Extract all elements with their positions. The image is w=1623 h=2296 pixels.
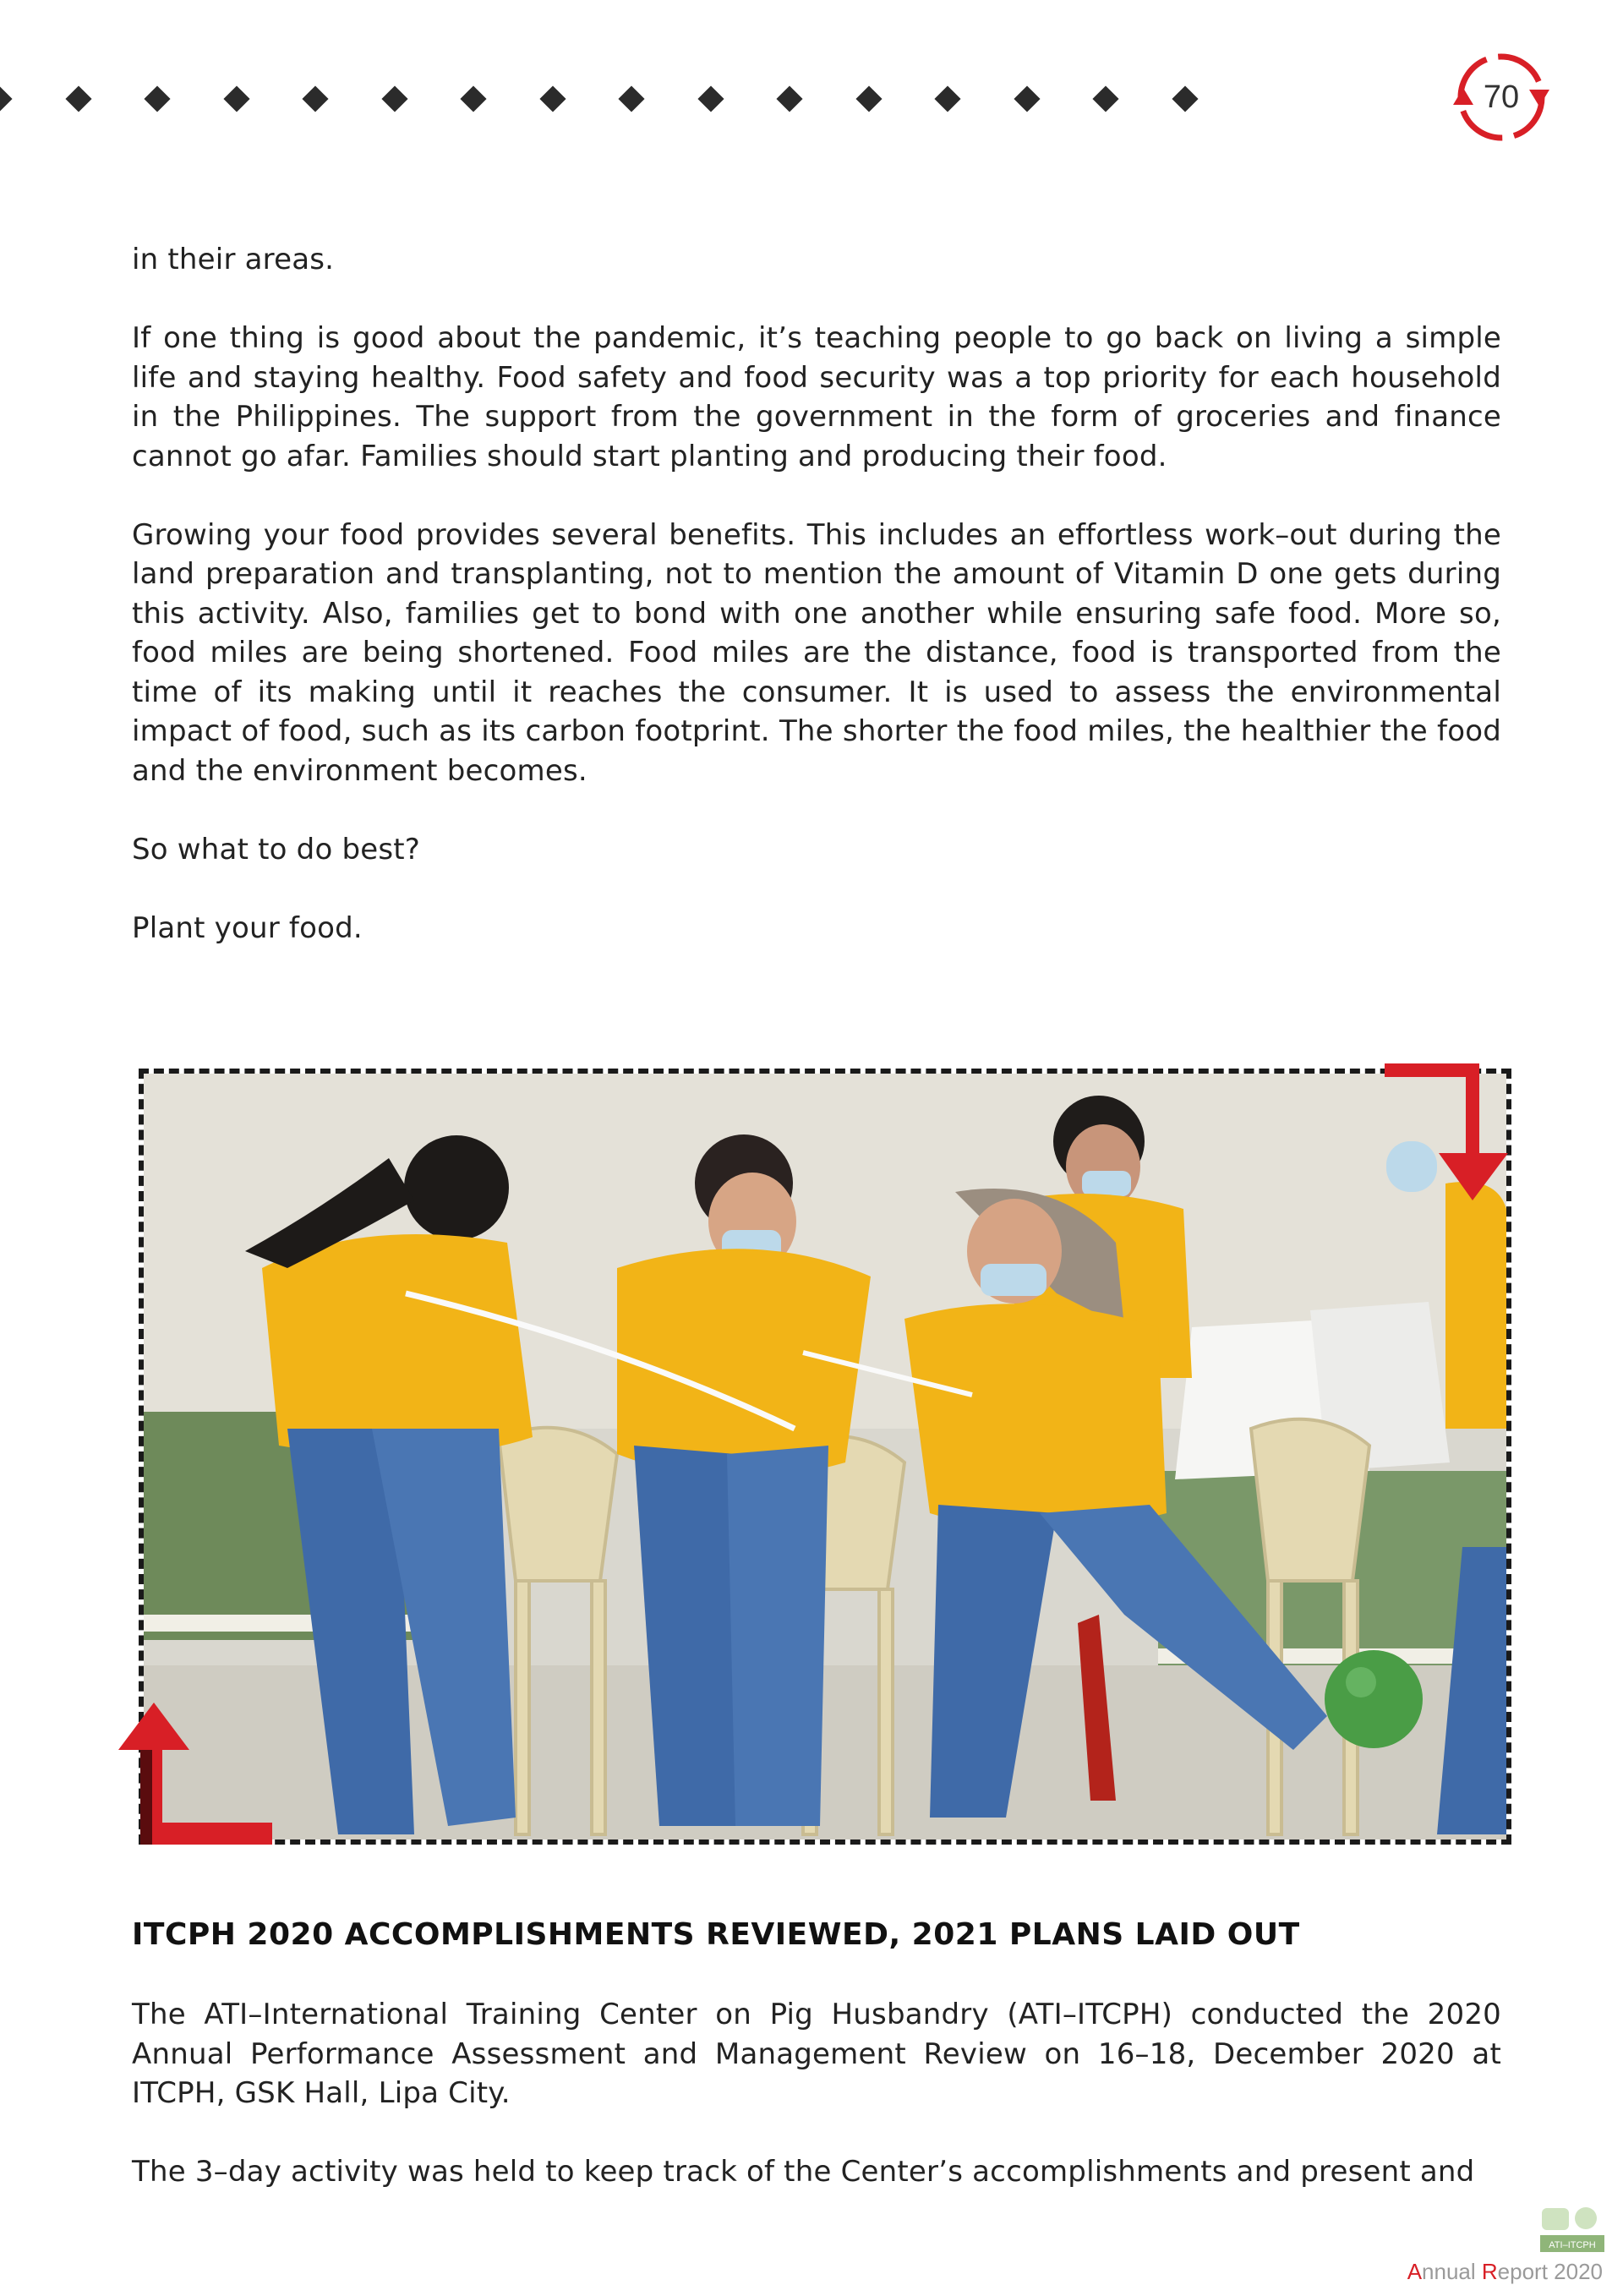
header-diamond-row (0, 83, 1319, 117)
diamond-icon (1092, 85, 1118, 112)
diamond-icon (618, 85, 644, 112)
article-body (132, 240, 1501, 987)
paragraph: Plant your food. (132, 910, 363, 945)
section-heading: ITCPH 2020 ACCOMPLISHMENTS REVIEWED, 2021 PLANS LAID OUT (132, 1917, 1300, 1952)
diamond-icon (776, 85, 802, 112)
footer-annual-report (1407, 2259, 1603, 2285)
paragraph: The 3–day activity was held to keep track of the Center’s accomplishments and present and (132, 2155, 1475, 2189)
diamond-icon (144, 85, 170, 112)
diamond-icon (1014, 85, 1040, 112)
section2-body (132, 1995, 1501, 2231)
diamond-icon (302, 85, 328, 112)
footer-word-report: eport 2020 (1497, 2259, 1603, 2284)
event-photo (144, 1074, 1506, 1840)
paragraph: in their areas. (132, 243, 335, 276)
diamond-icon (1172, 85, 1198, 112)
paragraph: So what to do best? (132, 832, 421, 866)
page-number-badge (1451, 47, 1551, 147)
logo-label: ATI–ITCPH (1549, 2240, 1596, 2250)
paragraph: If one thing is good about the pandemic, it’s teaching people to go back on living a simple life and staying healthy. Food safety and food security was a top priority for each household in the Philippines. The support from the government in the form of groceries and finance cannot go afar. Families should start planting and producing their food. (132, 321, 1501, 473)
paragraph: Growing your food provides several benefits. This includes an effortless work–out during the land preparation and transplanting, not to mention the amount of Vitamin D one gets during this activity. Also, families get to bond with one another while ensuring safe food. More so, food miles are being shortened. Food miles are the distance, food is transported from the time of its making until it reaches the consumer. It is used to assess the environmental impact of food, such as its carbon footprint. The shorter the food miles, the healthier the food and the environment becomes. (132, 517, 1501, 788)
diamond-icon (381, 85, 407, 112)
diamond-icon (934, 85, 960, 112)
footer-word-annual: nnual (1422, 2259, 1482, 2284)
diamond-icon (460, 85, 486, 112)
diamond-icon (65, 85, 91, 112)
ati-itcph-logo (1537, 2206, 1608, 2257)
photo-block (134, 1063, 1511, 1845)
arrow-down-corner-icon (1385, 1060, 1520, 1212)
diamond-icon (855, 85, 882, 112)
arrow-up-corner-icon (103, 1696, 272, 1848)
diamond-icon (0, 85, 13, 112)
diamond-icon (539, 85, 566, 112)
diamond-icon (223, 85, 249, 112)
paragraph: The ATI–International Training Center on Pig Husbandry (ATI–ITCPH) conducted the 2020 Annual Performance Assessment and Management Review on 16–18, December 2020 at ITCPH, GSK Hall, Lipa City. (132, 1998, 1501, 2110)
diamond-icon (697, 85, 724, 112)
page-number: 70 (1483, 79, 1520, 115)
photo-frame (139, 1069, 1511, 1845)
footer-letter-a: A (1407, 2259, 1423, 2284)
footer-letter-r: R (1481, 2259, 1498, 2284)
